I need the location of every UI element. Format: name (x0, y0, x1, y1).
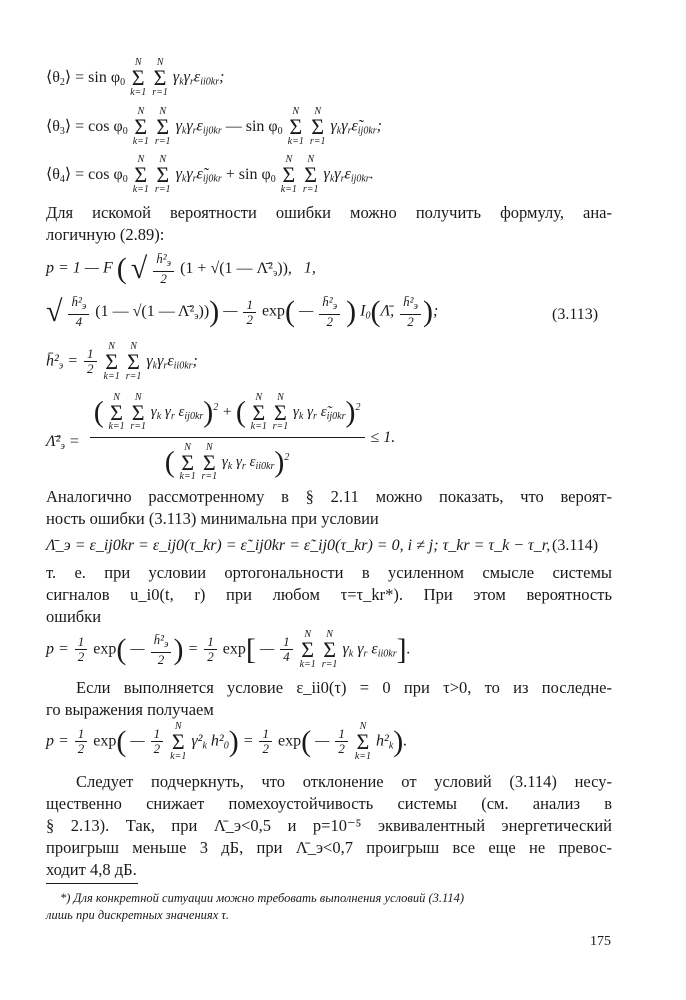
text-line: ошибки (46, 607, 102, 626)
formula-p-line2: √ $\frac{h̄^2_э}{4}$ (1 — √(1 — $\Lambdā^2_э$))) — $\frac{1}{2}$ exp( — $\frac{h̄^2_э}{2}$ ) $I_0(\Lambdā$, $\frac{h̄^2_э}{2}$ ); (46, 294, 439, 329)
paragraph-condition (46, 677, 612, 721)
text-line: т. е. при условии ортогональности в усиленном смысле системы (46, 563, 612, 582)
text-line: Следует подчеркнуть, что отклонение от условий (3.114) несу- (76, 772, 612, 791)
text-line: щественно снижает помехоустойчивость системы (см. анализ в (46, 794, 612, 813)
text-line: Если выполняется условие ε_ii0(τ) = 0 при τ>0, то из последне- (76, 678, 612, 697)
text-line: логичную (2.89): (46, 225, 165, 244)
paragraph-conclusion (46, 771, 612, 881)
text-line: § 2.13). Так, при Λ̄_э<0,5 и p=10⁻⁵ эквивалентный энергетический (46, 816, 612, 835)
formula-h2: $h̄^2_э$ = $\frac{1}{2}$ N Σ k=1 N Σ r=1 $\gamma_k\gamma_r\varepsilon_{ii0kr}$; (46, 341, 198, 382)
paragraph-analogy (46, 486, 612, 530)
formula-p-line1: p = 1 — F ( √ $\frac{h̄^2_э}{2}$ (1 + √(1 — $\Lambdā^2_э$)), 1, (46, 251, 316, 286)
text-line: Для искомой вероятности ошибки можно получить формулу, ана- (46, 203, 612, 222)
text-line: проигрыш меньше 3 дБ, при Λ̄_э<0,7 проигрыш все еще не превос- (46, 838, 612, 857)
footnote-line: лишь при дискретных значениях τ. (46, 908, 230, 922)
text-line: ходит 4,8 дБ. (46, 860, 137, 879)
formula-theta2: $⟨\theta_2⟩ = \sin \varphi_0$ N Σ k=1 N Σ r=1 $\gamma_k\gamma_r\varepsilon_{ii0kr}$; (46, 57, 225, 98)
paragraph-intro (46, 202, 612, 246)
text-line: ность ошибки (3.113) минимальна при условии (46, 509, 379, 528)
paragraph-orthogonality (46, 562, 612, 628)
footnote (46, 890, 612, 924)
text-line: го выражения получаем (46, 700, 214, 719)
footnote-line: *) Для конкретной ситуации можно требовать выполнения условий (3.114) (60, 891, 464, 905)
formula-3-114: Λ̄_э = ε_ij0kr = ε_ij0(τ_kr) = ε̃_ij0kr = ε̃_ij0(τ_kr) = 0, i ≠ j; τ_kr = τ_k − τ_r, (46, 537, 551, 554)
formula-theta3: $⟨\theta_3⟩ = \cos \varphi_0$ N Σ k=1 N Σ r=1 $\gamma_k\gamma_r\varepsilon_{ij0kr}$ — $\sin \varphi_0$ N Σ k=1 N Σ r=1 $\gamma_k\gamma_r\varepsiloñ_{ij0kr}$; (46, 106, 382, 147)
text-line: сигналов u_i0(t, r) при любом τ=τ_kr*). При этом вероятность (46, 585, 612, 604)
equation-number-3-114: (3.114) (552, 537, 599, 554)
formula-p-final: p = $\frac{1}{2}$ exp( — $\frac{1}{2}$ N Σ k=1 $\gamma^2_k$ $h^2_0$) = $\frac{1}{2}$ exp( — $\frac{1}{2}$ N Σ k=1 $h^2_k$). (46, 721, 408, 762)
footnote-rule (46, 883, 138, 884)
formula-p-exp: p = $\frac{1}{2}$ exp( — $\frac{h̄^2_э}{2}$ ) = $\frac{1}{2}$ exp[ — $\frac{1}{4}$ N Σ k=1 N Σ r=1 $\gamma_k$ $\gamma_r$ $\varepsilon_{ii0kr}$]. (46, 629, 411, 670)
formula-theta4: $⟨\theta_4⟩ = \cos \varphi_0$ N Σ k=1 N Σ r=1 $\gamma_k\gamma_r\varepsiloñ_{ij0kr} + \sin \varphi_0$ N Σ k=1 N Σ r=1 $\gamma_k\gamma_r\varepsilon_{ij0kr}$. (46, 154, 374, 195)
formula-lambda2: $\Lambdā^2_э$ = ( N Σ k=1 N Σ r=1 $\gamma_k$ $\gamma_r$ $\varepsilon_{ij0kr})^2$ + ( N Σ k=1 N Σ r=1 $\gamma_k$ $\gamma_r$ $\varepsiloñ_{ij0kr})^2$ ( N Σ k=1 N Σ r=1 $\gamma_k$ $\gamma_r$ $\varepsilon_{ii0kr})^2$ ≤ 1. (46, 388, 395, 487)
page-number: 175 (590, 934, 611, 949)
equation-number-3-113: (3.113) (552, 306, 599, 323)
text-line: Аналогично рассмотренному в § 2.11 можно показать, что вероят- (46, 487, 612, 506)
